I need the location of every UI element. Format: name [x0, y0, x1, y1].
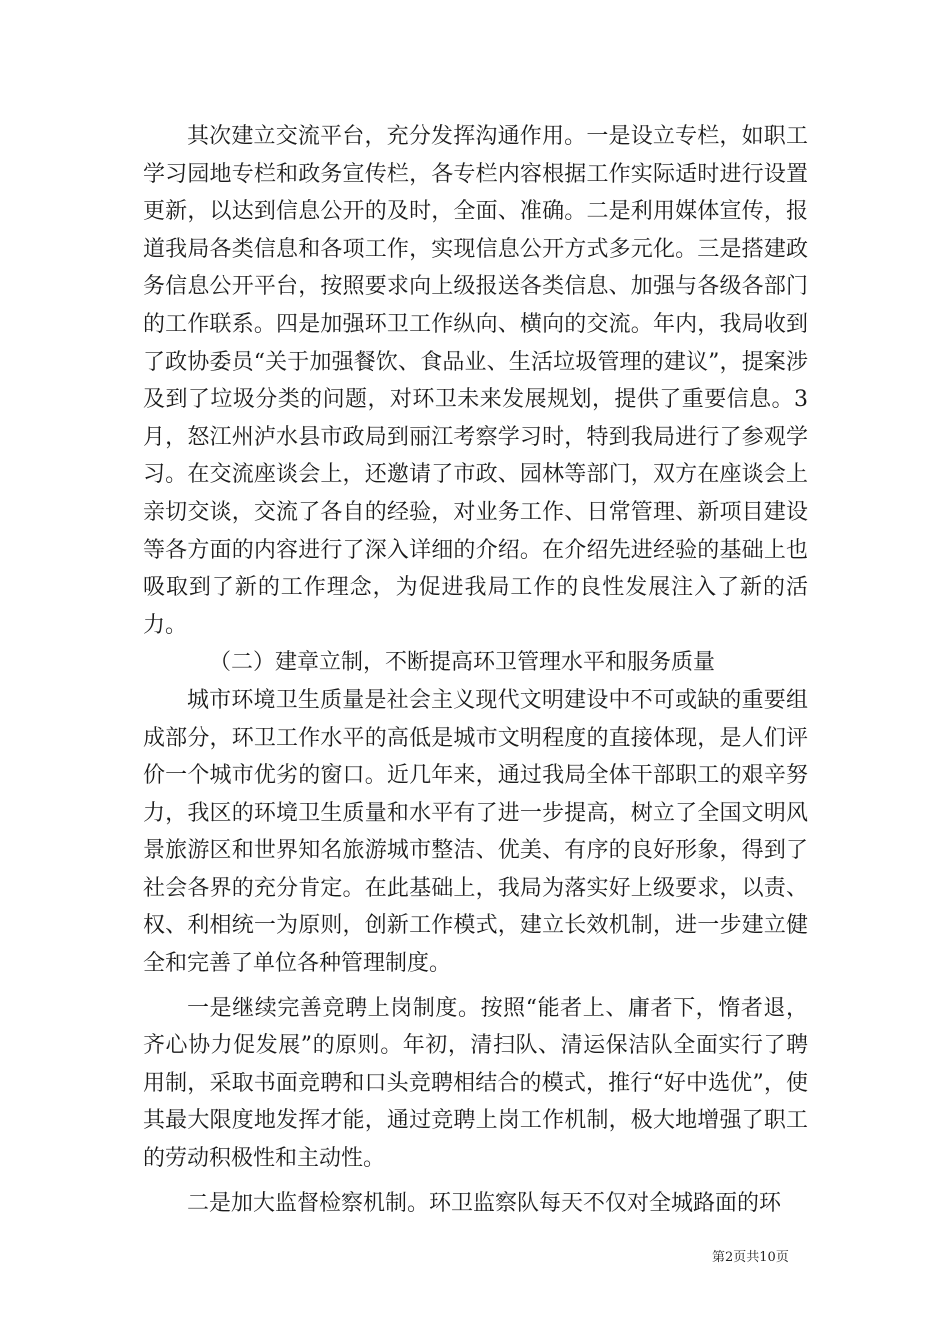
paragraph-city-sanitation: 城市环境卫生质量是社会主义现代文明建设中不可或缺的重要组成部分，环卫工作水平的高低是城市文明程度的直接体现，是人们评价一个城市优劣的窗口。近几年来，通过我局全体干部职工的艰辛努力，我区的环境卫生质量和水平有了进一步提高，树立了全国文明风景旅游区和世界知名旅游城市整洁、优美、有序的良好形象，得到了社会各界的充分肯定。在此基础上，我局为落实好上级要求，以责、权、利相统一为原则，创新工作模式，建立长效机制，进一步建立健全和完善了单位各种管理制度。: [143, 687, 808, 977]
section-heading: （二）建章立制，不断提高环卫管理水平和服务质量: [209, 650, 716, 676]
paragraph-gap: [143, 983, 808, 990]
paragraph-competitive-hiring: 一是继续完善竞聘上岗制度。按照“能者上、庸者下，惰者退，齐心协力促发展”的原则。年初，清扫队、清运保洁队全面实行了聘用制，采取书面竞聘和口头竞聘相结合的模式，推行“好中选优”，使其最大限度地发挥才能，通过竞聘上岗工作机制，极大地增强了职工的劳动积极性和主动性。: [143, 995, 808, 1172]
paragraph-gap: [143, 1178, 808, 1185]
paragraph-communication-platform: 其次建立交流平台，充分发挥沟通作用。一是设立专栏，如职工学习园地专栏和政务宣传栏，各专栏内容根据工作实际适时进行设置更新，以达到信息公开的及时，全面、准确。二是利用媒体宣传，报道我局各类信息和各项工作，实现信息公开方式多元化。三是搭建政务信息公开平台，按照要求向上级报送各类信息、加强与各级各部门的工作联系。四是加强环卫工作纵向、横向的交流。年内，我局收到了政协委员“关于加强餐饮、食品业、生活垃圾管理的建议”，提案涉及到了垃圾分类的问题，对环卫未来发展规划，提供了重要信息。3月，怒江州泸水县市政局到丽江考察学习时，特到我局进行了参观学习。在交流座谈会上，还邀请了市政、园林等部门，双方在座谈会上亲切交谈，交流了各自的经验，对业务工作、日常管理、新项目建设等各方面的内容进行了深入详细的介绍。在介绍先进经验的基础上也吸取到了新的工作理念，为促进我局工作的良性发展注入了新的活力。: [143, 124, 808, 638]
paragraph-supervision: 二是加大监督检察机制。环卫监察队每天不仅对全城路面的环: [187, 1190, 782, 1216]
page-number-footer: 第2页共10页: [712, 1250, 789, 1265]
document-body: [143, 118, 808, 1222]
